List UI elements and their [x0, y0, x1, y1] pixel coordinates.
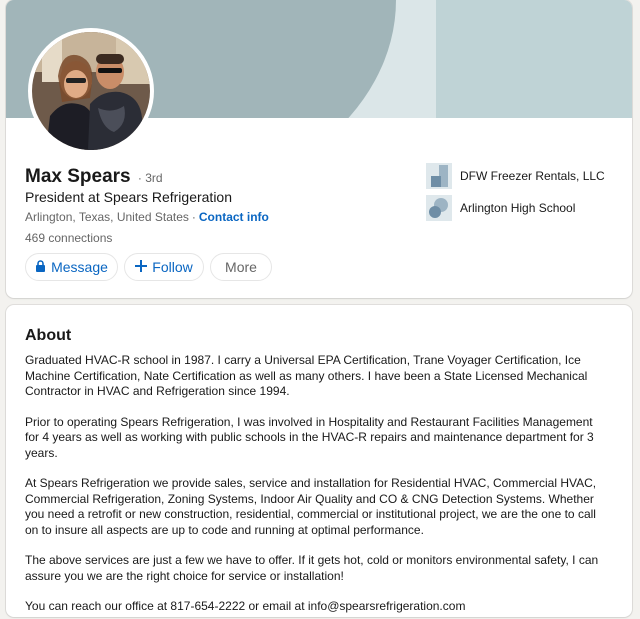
profile-photo[interactable]	[28, 28, 154, 154]
profile-headline: President at Spears Refrigeration	[25, 189, 232, 205]
connection-degree: · 3rd	[137, 171, 163, 185]
follow-button[interactable]	[124, 253, 204, 281]
about-text	[25, 353, 605, 617]
about-heading: About	[25, 327, 72, 344]
message-button[interactable]	[25, 253, 118, 281]
more-button[interactable]	[210, 253, 272, 281]
current-company[interactable]	[426, 163, 605, 189]
profile-name: Max Spears · 3rd	[25, 166, 163, 187]
about-paragraph: The above services are just a few we have to offer. If it gets hot, cold or monitors environmental safety, I can assure you we are the right choice for service or installation!	[25, 553, 599, 583]
location-row	[25, 210, 269, 224]
profile-photo-image	[32, 32, 150, 150]
connections-count[interactable]: 469 connections	[25, 231, 113, 245]
profile-card	[6, 0, 632, 298]
about-paragraph: You can reach our office at 817-654-2222 or email at info@spearsrefrigeration.com	[25, 599, 466, 613]
follow-button-label: Follow	[152, 259, 193, 275]
more-button-label: More	[225, 259, 257, 275]
school-name: Arlington High School	[460, 201, 576, 215]
about-paragraph: Graduated HVAC-R school in 1987. I carry a Universal EPA Certification, Trane Voyager Certification, Ice Machine Certification, Nate Certification as well as many others. I have been a State Licensed Mechanical Contractor in HVAC and Refrigeration since 1994.	[25, 353, 588, 398]
contact-info-link[interactable]: Contact info	[198, 210, 269, 224]
company-logo-icon	[426, 163, 452, 189]
about-paragraph: Prior to operating Spears Refrigeration, I was involved in Hospitality and Restaurant Facilities Management for 4 years as well as working with public schools in the HVAC-R repairs and maintenance department for 3 years.	[25, 414, 594, 460]
education-school[interactable]	[426, 195, 575, 221]
lock-icon	[35, 259, 46, 275]
school-logo-icon	[426, 195, 452, 221]
message-button-label: Message	[51, 259, 108, 275]
plus-icon	[135, 259, 147, 275]
separator: ·	[191, 210, 196, 224]
profile-location: Arlington, Texas, United States	[25, 210, 189, 224]
about-section	[6, 305, 632, 617]
company-name: DFW Freezer Rentals, LLC	[460, 169, 605, 183]
about-paragraph: At Spears Refrigeration we provide sales, service and installation for Residential HVAC, Commercial HVAC, Commercial Refrigeration, Zoning Systems, Indoor Air Quality and CO & CNG Detection Systems. Whether you need a retrofit or new construction, residential, commercial or institutional project, we are the one to call on to insure all aspects are up to code and running at optimal performance.	[25, 476, 597, 537]
